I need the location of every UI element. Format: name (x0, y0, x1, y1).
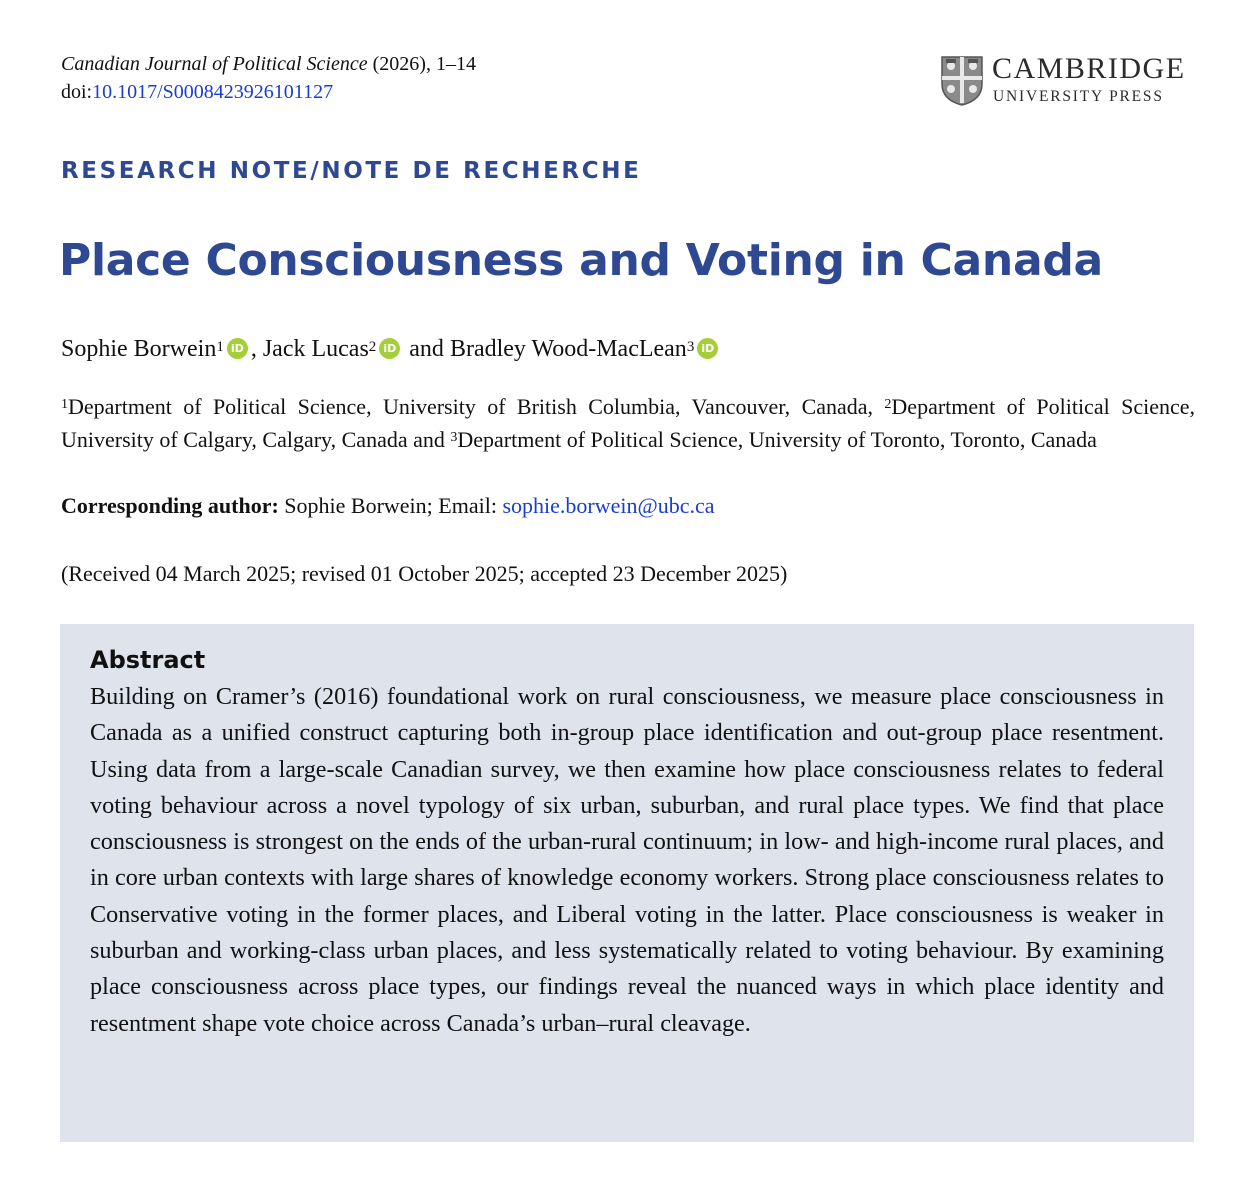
author-name: Jack Lucas (262, 336, 369, 362)
orcid-icon[interactable]: iD (379, 338, 400, 359)
publisher-subname: UNIVERSITY PRESS (993, 88, 1164, 105)
abstract-body: Building on Cramer’s (2016) foundational work on rural consciousness, we measure place consciousness in Canada as a unified construct capturing both in-group place identification and out-group place resentment. Using data from a large-scale Canadian survey, we then examine how place consciousness relates to federal voting behaviour across a novel typology of six urban, suburban, and rural place types. We find that place consciousness is strongest on the ends of the urban-rural continuum; in low- and high-income rural places, and in core urban contexts with large shares of knowledge economy workers. Strong place consciousness relates to Conservative voting in the former places, and Liberal voting in the latter. Place consciousness is weaker in suburban and working-class urban places, and less systematically related to voting behaviour. By examining place consciousness across place types, our findings reveal the nuanced ways in which place identity and resentment shape vote choice across Canada’s urban–rural cleavage. (90, 683, 1164, 1037)
author-affil-sup: 1 (216, 339, 224, 355)
abstract-heading: Abstract (90, 646, 206, 674)
author-affil-sup: 2 (368, 339, 377, 355)
doi-prefix: doi: (61, 81, 93, 103)
author-separator: and (403, 336, 450, 362)
journal-name: Canadian Journal of Political Science (61, 53, 368, 75)
abstract-box (60, 624, 1194, 1142)
author-affil-sup: 3 (686, 339, 695, 355)
affil-text: Department of Political Science, University of British Columbia, Vancouver, Canada, (68, 394, 885, 419)
doi-link[interactable]: 10.1017/S0008423926101127 (92, 81, 334, 103)
affil-text: Department of Political Science, University of Calgary, Calgary, Canada and (61, 394, 1195, 452)
journal-citation (61, 50, 476, 106)
affiliations (61, 390, 1195, 456)
affil-text: Department of Political Science, University of Toronto, Toronto, Canada (457, 427, 1097, 452)
journal-meta: (2026), 1–14 (367, 53, 476, 75)
section-label: RESEARCH NOTE/NOTE DE RECHERCHE (61, 158, 642, 184)
publisher-name: CAMBRIDGE (992, 52, 1186, 85)
corresponding-author (61, 489, 715, 522)
orcid-icon[interactable]: iD (227, 338, 248, 359)
cambridge-logo (941, 52, 1196, 107)
corresponding-label: Corresponding author: (61, 493, 279, 518)
cambridge-shield-icon (941, 56, 983, 106)
affil-sup: 2 (884, 397, 892, 412)
email-link[interactable]: sophie.borwein@ubc.ca (502, 493, 715, 518)
author-name: Sophie Borwein (61, 336, 217, 362)
received-dates: (Received 04 March 2025; revised 01 October 2025; accepted 23 December 2025) (61, 561, 788, 586)
affil-sup: 3 (450, 430, 458, 445)
author-list (61, 332, 721, 366)
affil-sup: 1 (61, 397, 68, 412)
author-separator: , (250, 336, 263, 362)
corresponding-text: Sophie Borwein; Email: (278, 493, 503, 518)
paper-title: Place Consciousness and Voting in Canada (59, 235, 1103, 286)
author-name: Bradley Wood-MacLean (449, 336, 687, 362)
orcid-icon[interactable]: iD (697, 338, 718, 359)
